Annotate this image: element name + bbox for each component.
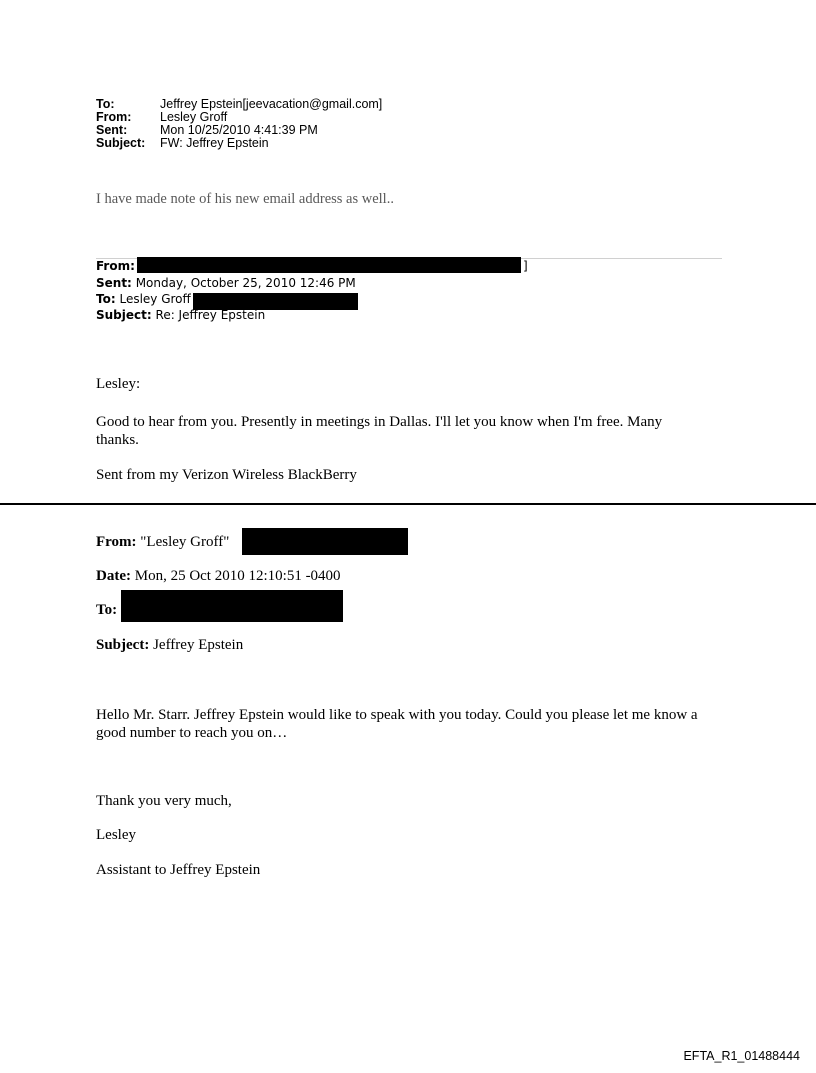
original-message: Hello Mr. Starr. Jeffrey Epstein would like to speak with you today. Could you please let me know a good number to reach you on… <box>96 707 698 741</box>
original-date-label: Date: <box>96 568 131 584</box>
reply-greeting: Lesley: <box>96 376 141 392</box>
header-to-row <box>96 98 382 111</box>
header-to-label: To: <box>96 97 115 111</box>
reply-to-row <box>96 293 191 306</box>
header-subject-label: Subject: <box>96 136 146 150</box>
reply-subject-label: Subject: <box>96 308 152 322</box>
original-from-label: From: <box>96 534 137 550</box>
reply-from-label: From: <box>96 259 135 273</box>
header-sent-label: Sent: <box>96 123 128 137</box>
original-closing: Thank you very much, <box>96 793 232 809</box>
original-date-value: Mon, 25 Oct 2010 12:10:51 -0400 <box>134 568 341 584</box>
header-subject-value: FW: Jeffrey Epstein <box>160 136 269 150</box>
reply-from-tail: ] <box>523 259 528 273</box>
original-subject-label: Subject: <box>96 637 150 653</box>
redaction-block <box>242 528 408 555</box>
reply-sent-row <box>96 277 356 290</box>
header-from-label: From: <box>96 110 132 124</box>
original-name: Lesley <box>96 827 136 843</box>
reply-to-value: Lesley Groff <box>119 292 191 306</box>
reply-signature: Sent from my Verizon Wireless BlackBerry <box>96 467 357 483</box>
divider-thick <box>0 503 816 505</box>
document-id: EFTA_R1_01488444 <box>683 1049 800 1063</box>
header-subject-row <box>96 137 269 150</box>
original-from-value: "Lesley Groff" <box>140 534 230 550</box>
original-date-row <box>96 567 341 585</box>
redaction-block <box>137 257 521 273</box>
reply-subject-row <box>96 309 265 322</box>
header-from-value: Lesley Groff <box>160 110 228 124</box>
original-subject-value: Jeffrey Epstein <box>153 637 244 653</box>
original-from-row <box>96 533 229 551</box>
original-to-row <box>96 601 117 619</box>
header-sent-value: Mon 10/25/2010 4:41:39 PM <box>160 123 318 137</box>
reply-sent-label: Sent: <box>96 276 132 290</box>
reply-message: Good to hear from you. Presently in meetings in Dallas. I'll let you know when I'm free. Many thanks. <box>96 414 663 448</box>
forward-note: I have made note of his new email address as well.. <box>96 191 394 207</box>
original-subject-row <box>96 636 243 654</box>
reply-sent-value: Monday, October 25, 2010 12:46 PM <box>135 276 356 290</box>
header-to-value: Jeffrey Epstein[jeevacation@gmail.com] <box>160 97 383 111</box>
reply-to-label: To: <box>96 292 116 306</box>
original-to-label: To: <box>96 602 118 618</box>
original-title: Assistant to Jeffrey Epstein <box>96 862 261 878</box>
reply-from-row <box>96 260 135 273</box>
reply-subject-value: Re: Jeffrey Epstein <box>155 308 266 322</box>
redaction-block <box>121 590 343 622</box>
